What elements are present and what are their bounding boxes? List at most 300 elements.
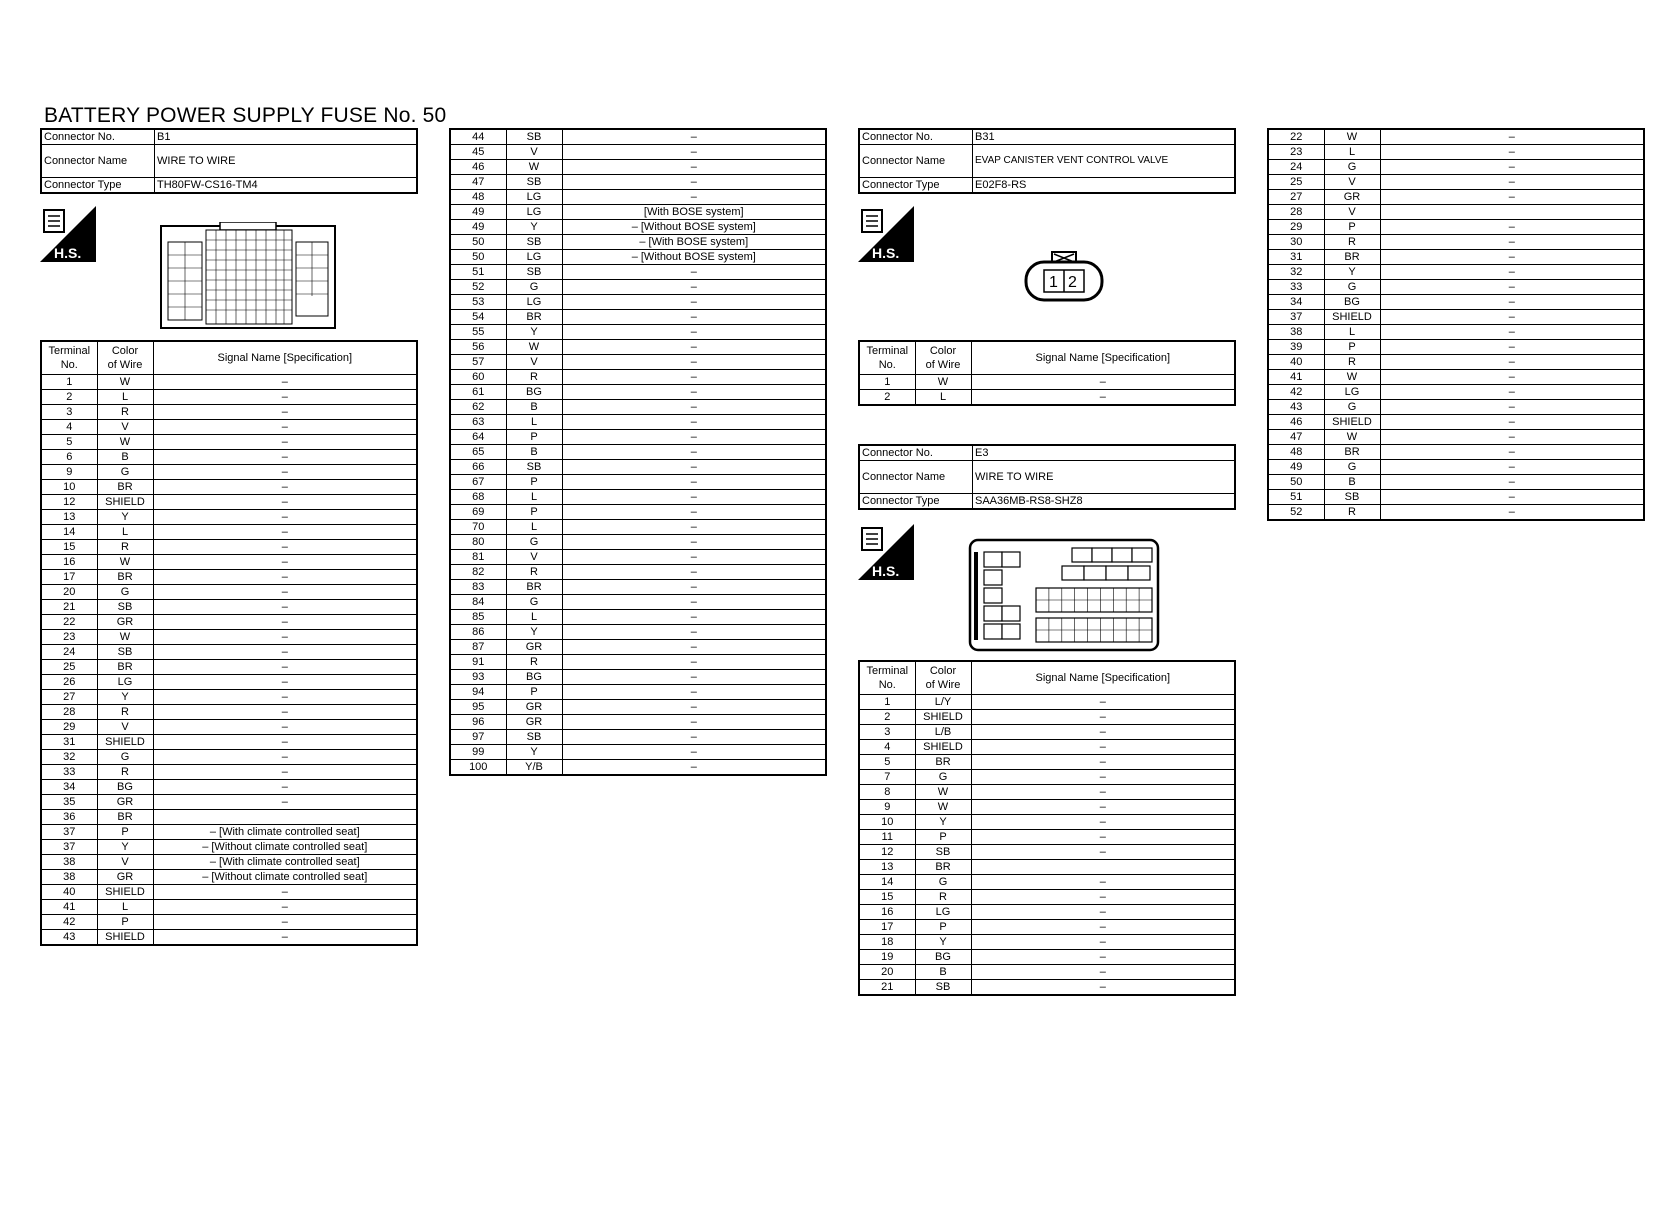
table-row xyxy=(859,770,1235,785)
terminal-cell: 2 xyxy=(859,710,915,725)
terminal-cell: 81 xyxy=(450,550,506,565)
signal-cell: – xyxy=(971,725,1235,740)
signal-cell: – xyxy=(562,430,826,445)
signal-cell: – xyxy=(1380,385,1644,400)
terminal-cell: 4 xyxy=(41,420,97,435)
terminal-cell: 1 xyxy=(859,695,915,710)
signal-cell: – xyxy=(562,295,826,310)
color-cell: SHIELD xyxy=(97,495,153,510)
signal-cell: – xyxy=(562,535,826,550)
color-cell: G xyxy=(97,585,153,600)
table-row xyxy=(859,815,1235,830)
terminal-cell: 37 xyxy=(1268,310,1324,325)
signal-cell: – xyxy=(153,780,417,795)
table-row xyxy=(1268,310,1644,325)
terminal-cell: 38 xyxy=(41,855,97,870)
color-cell: L xyxy=(97,390,153,405)
table-row xyxy=(450,535,826,550)
table-row xyxy=(450,550,826,565)
signal-cell: – xyxy=(153,570,417,585)
table-row xyxy=(859,800,1235,815)
terminal-cell: 8 xyxy=(859,785,915,800)
terminal-cell: 97 xyxy=(450,730,506,745)
color-cell: W xyxy=(506,340,562,355)
connector-b31-diagram xyxy=(1024,250,1104,302)
terminal-cell: 25 xyxy=(1268,175,1324,190)
table-row xyxy=(41,855,417,870)
signal-cell: – [With BOSE system] xyxy=(562,235,826,250)
terminal-cell: 36 xyxy=(41,810,97,825)
color-cell: R xyxy=(97,705,153,720)
color-cell: B xyxy=(97,450,153,465)
terminal-cell: 30 xyxy=(1268,235,1324,250)
terminal-cell: 82 xyxy=(450,565,506,580)
table-row xyxy=(41,900,417,915)
table-row xyxy=(450,490,826,505)
color-cell: V xyxy=(97,855,153,870)
color-cell: SB xyxy=(97,645,153,660)
b31-pin-2: 2 xyxy=(1068,274,1077,291)
terminal-cell: 39 xyxy=(1268,340,1324,355)
terminal-cell: 87 xyxy=(450,640,506,655)
signal-cell: – xyxy=(971,920,1235,935)
terminal-cell: 4 xyxy=(859,740,915,755)
color-cell: R xyxy=(97,765,153,780)
table-row xyxy=(41,735,417,750)
color-cell: R xyxy=(506,655,562,670)
table-row xyxy=(41,810,417,825)
table-row xyxy=(1268,325,1644,340)
signal-cell: – xyxy=(562,625,826,640)
color-cell: P xyxy=(1324,340,1380,355)
terminal-cell: 95 xyxy=(450,700,506,715)
signal-cell: – xyxy=(971,785,1235,800)
signal-cell: – [Without climate controlled seat] xyxy=(153,870,417,885)
table-row xyxy=(450,340,826,355)
table-row xyxy=(450,745,826,760)
terminal-cell: 10 xyxy=(859,815,915,830)
terminal-cell: 32 xyxy=(41,750,97,765)
signal-cell: – xyxy=(1380,460,1644,475)
color-cell: BR xyxy=(97,570,153,585)
signal-cell: – xyxy=(562,460,826,475)
signal-cell: – xyxy=(971,905,1235,920)
terminal-cell: 57 xyxy=(450,355,506,370)
page-title: BATTERY POWER SUPPLY FUSE No. 50 xyxy=(44,104,447,127)
color-cell: R xyxy=(1324,505,1380,521)
table-row xyxy=(1268,460,1644,475)
table-row xyxy=(41,600,417,615)
terminal-cell: 14 xyxy=(859,875,915,890)
table-row xyxy=(41,825,417,840)
color-cell: L xyxy=(97,900,153,915)
signal-cell: – [With climate controlled seat] xyxy=(153,855,417,870)
signal-cell: – xyxy=(153,705,417,720)
terminal-cell: 28 xyxy=(1268,205,1324,220)
table-row xyxy=(41,390,417,405)
color-cell: G xyxy=(506,280,562,295)
terminal-cell: 53 xyxy=(450,295,506,310)
color-cell: R xyxy=(97,405,153,420)
color-cell: W xyxy=(97,555,153,570)
terminal-cell: 13 xyxy=(859,860,915,875)
header-signal: Signal Name [Specification] xyxy=(971,341,1235,375)
table-row xyxy=(1268,385,1644,400)
color-cell: SHIELD xyxy=(97,930,153,946)
terminal-cell: 47 xyxy=(450,175,506,190)
color-cell: G xyxy=(97,465,153,480)
table-row xyxy=(450,310,826,325)
color-cell: Y xyxy=(506,625,562,640)
table-e3-a xyxy=(858,660,1236,996)
color-cell: Y xyxy=(915,935,971,950)
color-cell: L xyxy=(1324,145,1380,160)
table-row xyxy=(450,655,826,670)
color-cell: SB xyxy=(97,600,153,615)
table-row xyxy=(450,460,826,475)
header-signal: Signal Name [Specification] xyxy=(971,661,1235,695)
table-row xyxy=(859,785,1235,800)
signal-cell: – xyxy=(153,930,417,946)
label-connector-type: Connector Type xyxy=(859,494,973,510)
header-terminal: Terminal No. xyxy=(859,341,915,375)
table-row xyxy=(41,780,417,795)
label-connector-type: Connector Type xyxy=(41,178,155,194)
signal-cell: – xyxy=(562,190,826,205)
signal-cell: – xyxy=(153,435,417,450)
color-cell: LG xyxy=(915,905,971,920)
color-cell: Y xyxy=(915,815,971,830)
table-row xyxy=(859,965,1235,980)
table-row xyxy=(41,555,417,570)
color-cell: SHIELD xyxy=(1324,310,1380,325)
table-row xyxy=(1268,220,1644,235)
terminal-cell: 70 xyxy=(450,520,506,535)
color-cell: L xyxy=(506,520,562,535)
color-cell: Y xyxy=(97,840,153,855)
terminal-cell: 38 xyxy=(41,870,97,885)
color-cell: GR xyxy=(506,640,562,655)
table-row xyxy=(1268,415,1644,430)
color-cell: R xyxy=(915,890,971,905)
terminal-cell: 2 xyxy=(859,390,915,406)
signal-cell: – xyxy=(1380,295,1644,310)
signal-cell: – xyxy=(1380,250,1644,265)
color-cell: R xyxy=(97,540,153,555)
terminal-cell: 60 xyxy=(450,370,506,385)
signal-cell: – xyxy=(1380,129,1644,145)
table-row xyxy=(450,730,826,745)
terminal-cell: 12 xyxy=(41,495,97,510)
terminal-cell: 10 xyxy=(41,480,97,495)
header-color: Color of Wire xyxy=(915,661,971,695)
terminal-cell: 34 xyxy=(1268,295,1324,310)
table-row xyxy=(41,870,417,885)
signal-cell: – xyxy=(153,795,417,810)
table-row xyxy=(450,415,826,430)
table-row xyxy=(450,595,826,610)
color-cell: Y xyxy=(506,325,562,340)
signal-cell: – xyxy=(562,160,826,175)
color-cell: BR xyxy=(1324,445,1380,460)
color-cell: P xyxy=(915,830,971,845)
terminal-cell: 35 xyxy=(41,795,97,810)
color-cell: R xyxy=(506,565,562,580)
terminal-cell: 49 xyxy=(450,205,506,220)
table-row xyxy=(1268,235,1644,250)
signal-cell: – xyxy=(562,505,826,520)
signal-cell: – xyxy=(153,900,417,915)
signal-cell: – xyxy=(971,935,1235,950)
table-row xyxy=(450,370,826,385)
terminal-cell: 96 xyxy=(450,715,506,730)
signal-cell: – xyxy=(562,445,826,460)
header-color: Color of Wire xyxy=(97,341,153,375)
color-cell: V xyxy=(506,355,562,370)
signal-cell: – xyxy=(971,980,1235,996)
terminal-cell: 12 xyxy=(859,845,915,860)
color-cell: B xyxy=(915,965,971,980)
terminal-cell: 21 xyxy=(859,980,915,996)
color-cell: SHIELD xyxy=(915,710,971,725)
terminal-cell: 22 xyxy=(41,615,97,630)
signal-cell: – xyxy=(971,845,1235,860)
color-cell: GR xyxy=(97,870,153,885)
signal-cell: – xyxy=(562,129,826,145)
color-cell: L xyxy=(1324,325,1380,340)
table-row xyxy=(859,890,1235,905)
table-row xyxy=(450,625,826,640)
terminal-cell: 3 xyxy=(41,405,97,420)
color-cell: G xyxy=(915,875,971,890)
terminal-cell: 15 xyxy=(41,540,97,555)
terminal-cell: 50 xyxy=(1268,475,1324,490)
signal-cell: – xyxy=(153,750,417,765)
terminal-cell: 43 xyxy=(1268,400,1324,415)
table-row xyxy=(41,540,417,555)
signal-cell: – xyxy=(562,550,826,565)
signal-cell: – xyxy=(562,700,826,715)
table-b31 xyxy=(858,340,1236,406)
color-cell: SB xyxy=(506,175,562,190)
signal-cell: – xyxy=(153,915,417,930)
terminal-cell: 17 xyxy=(859,920,915,935)
svg-text:H.S.: H.S. xyxy=(872,563,900,579)
signal-cell: – xyxy=(153,480,417,495)
color-cell: G xyxy=(1324,460,1380,475)
terminal-cell: 48 xyxy=(1268,445,1324,460)
color-cell: SB xyxy=(915,980,971,996)
signal-cell: – xyxy=(1380,505,1644,521)
table-row xyxy=(41,915,417,930)
table-row xyxy=(41,690,417,705)
signal-cell: – xyxy=(562,265,826,280)
terminal-cell: 3 xyxy=(859,725,915,740)
terminal-cell: 34 xyxy=(41,780,97,795)
signal-cell: [With BOSE system] xyxy=(562,205,826,220)
table-row xyxy=(450,295,826,310)
table-row xyxy=(450,580,826,595)
terminal-cell: 84 xyxy=(450,595,506,610)
terminal-cell: 31 xyxy=(1268,250,1324,265)
terminal-cell: 55 xyxy=(450,325,506,340)
terminal-cell: 6 xyxy=(41,450,97,465)
signal-cell: – xyxy=(1380,220,1644,235)
terminal-cell: 50 xyxy=(450,235,506,250)
terminal-cell: 24 xyxy=(1268,160,1324,175)
terminal-cell: 16 xyxy=(41,555,97,570)
hs-label: H.S. xyxy=(54,245,82,261)
color-cell: SB xyxy=(506,129,562,145)
connector-b1-type: TH80FW-CS16-TM4 xyxy=(155,178,418,194)
signal-cell: – xyxy=(1380,490,1644,505)
table-row xyxy=(1268,280,1644,295)
signal-cell: – xyxy=(1380,235,1644,250)
signal-cell: – xyxy=(971,875,1235,890)
table-row xyxy=(1268,505,1644,521)
color-cell: L xyxy=(506,610,562,625)
color-cell: V xyxy=(97,720,153,735)
color-cell: W xyxy=(97,375,153,390)
terminal-cell: 9 xyxy=(859,800,915,815)
signal-cell: – xyxy=(153,405,417,420)
signal-cell: – xyxy=(153,690,417,705)
color-cell: G xyxy=(1324,160,1380,175)
signal-cell: – xyxy=(1380,310,1644,325)
terminal-cell: 46 xyxy=(450,160,506,175)
color-cell: Y xyxy=(506,745,562,760)
color-cell: BG xyxy=(1324,295,1380,310)
signal-cell: – xyxy=(1380,430,1644,445)
signal-cell: – xyxy=(153,600,417,615)
connector-e3-no: E3 xyxy=(973,445,1236,461)
signal-cell: – xyxy=(562,475,826,490)
signal-cell: – xyxy=(1380,325,1644,340)
color-cell: BR xyxy=(97,480,153,495)
table-row xyxy=(450,400,826,415)
terminal-cell: 27 xyxy=(1268,190,1324,205)
table-row xyxy=(1268,355,1644,370)
signal-cell: – xyxy=(153,615,417,630)
signal-cell: – xyxy=(153,630,417,645)
table-row xyxy=(450,715,826,730)
color-cell: BG xyxy=(506,385,562,400)
header-terminal: Terminal No. xyxy=(41,341,97,375)
color-cell: BR xyxy=(97,660,153,675)
color-cell: Y xyxy=(506,220,562,235)
terminal-cell: 62 xyxy=(450,400,506,415)
table-row xyxy=(41,645,417,660)
signal-cell: – xyxy=(562,745,826,760)
terminal-cell: 93 xyxy=(450,670,506,685)
signal-cell: – xyxy=(562,145,826,160)
color-cell: V xyxy=(506,145,562,160)
color-cell: B xyxy=(1324,475,1380,490)
table-row xyxy=(859,980,1235,996)
color-cell: LG xyxy=(506,190,562,205)
signal-cell: – xyxy=(971,740,1235,755)
signal-cell: – xyxy=(153,465,417,480)
signal-cell: – xyxy=(562,730,826,745)
color-cell: W xyxy=(915,375,971,390)
connector-b1-diagram xyxy=(160,222,336,330)
color-cell: SHIELD xyxy=(1324,415,1380,430)
terminal-cell: 42 xyxy=(41,915,97,930)
color-cell: G xyxy=(506,595,562,610)
color-cell: SB xyxy=(506,265,562,280)
signal-cell xyxy=(153,810,417,825)
signal-cell: – xyxy=(153,585,417,600)
signal-cell: – xyxy=(153,765,417,780)
color-cell: V xyxy=(1324,175,1380,190)
signal-cell: – xyxy=(562,385,826,400)
signal-cell: – xyxy=(562,565,826,580)
signal-cell: – xyxy=(153,555,417,570)
color-cell: W xyxy=(915,785,971,800)
label-connector-no: Connector No. xyxy=(859,129,973,145)
terminal-cell: 23 xyxy=(1268,145,1324,160)
table-row xyxy=(859,725,1235,740)
table-row xyxy=(41,495,417,510)
signal-cell: – xyxy=(153,390,417,405)
color-cell: P xyxy=(97,825,153,840)
table-row xyxy=(1268,145,1644,160)
table-row xyxy=(1268,265,1644,280)
label-connector-type: Connector Type xyxy=(859,178,973,194)
color-cell: BG xyxy=(915,950,971,965)
table-row xyxy=(450,325,826,340)
signal-cell: – xyxy=(562,280,826,295)
label-connector-no: Connector No. xyxy=(859,445,973,461)
terminal-cell: 66 xyxy=(450,460,506,475)
color-cell: G xyxy=(1324,280,1380,295)
hs-icon xyxy=(858,524,914,580)
color-cell: SHIELD xyxy=(915,740,971,755)
table-row xyxy=(1268,175,1644,190)
signal-cell: – xyxy=(971,710,1235,725)
table-row xyxy=(1268,205,1644,220)
terminal-cell: 27 xyxy=(41,690,97,705)
terminal-cell: 14 xyxy=(41,525,97,540)
signal-cell: – xyxy=(153,885,417,900)
table-row xyxy=(1268,340,1644,355)
terminal-cell: 69 xyxy=(450,505,506,520)
signal-cell: – xyxy=(562,610,826,625)
table-row xyxy=(859,950,1235,965)
signal-cell: – xyxy=(971,800,1235,815)
color-cell: SHIELD xyxy=(97,885,153,900)
table-row xyxy=(1268,430,1644,445)
color-cell: BR xyxy=(915,755,971,770)
color-cell: L xyxy=(506,490,562,505)
table-row xyxy=(41,420,417,435)
table-row xyxy=(859,920,1235,935)
signal-cell: – xyxy=(562,325,826,340)
table-row xyxy=(450,190,826,205)
color-cell: V xyxy=(1324,205,1380,220)
terminal-cell: 37 xyxy=(41,840,97,855)
terminal-cell: 1 xyxy=(41,375,97,390)
terminal-cell: 64 xyxy=(450,430,506,445)
terminal-cell: 15 xyxy=(859,890,915,905)
terminal-cell: 49 xyxy=(1268,460,1324,475)
table-row xyxy=(41,630,417,645)
terminal-cell: 7 xyxy=(859,770,915,785)
signal-cell: – xyxy=(971,390,1235,406)
color-cell: BR xyxy=(506,580,562,595)
table-row xyxy=(859,695,1235,710)
terminal-cell: 13 xyxy=(41,510,97,525)
